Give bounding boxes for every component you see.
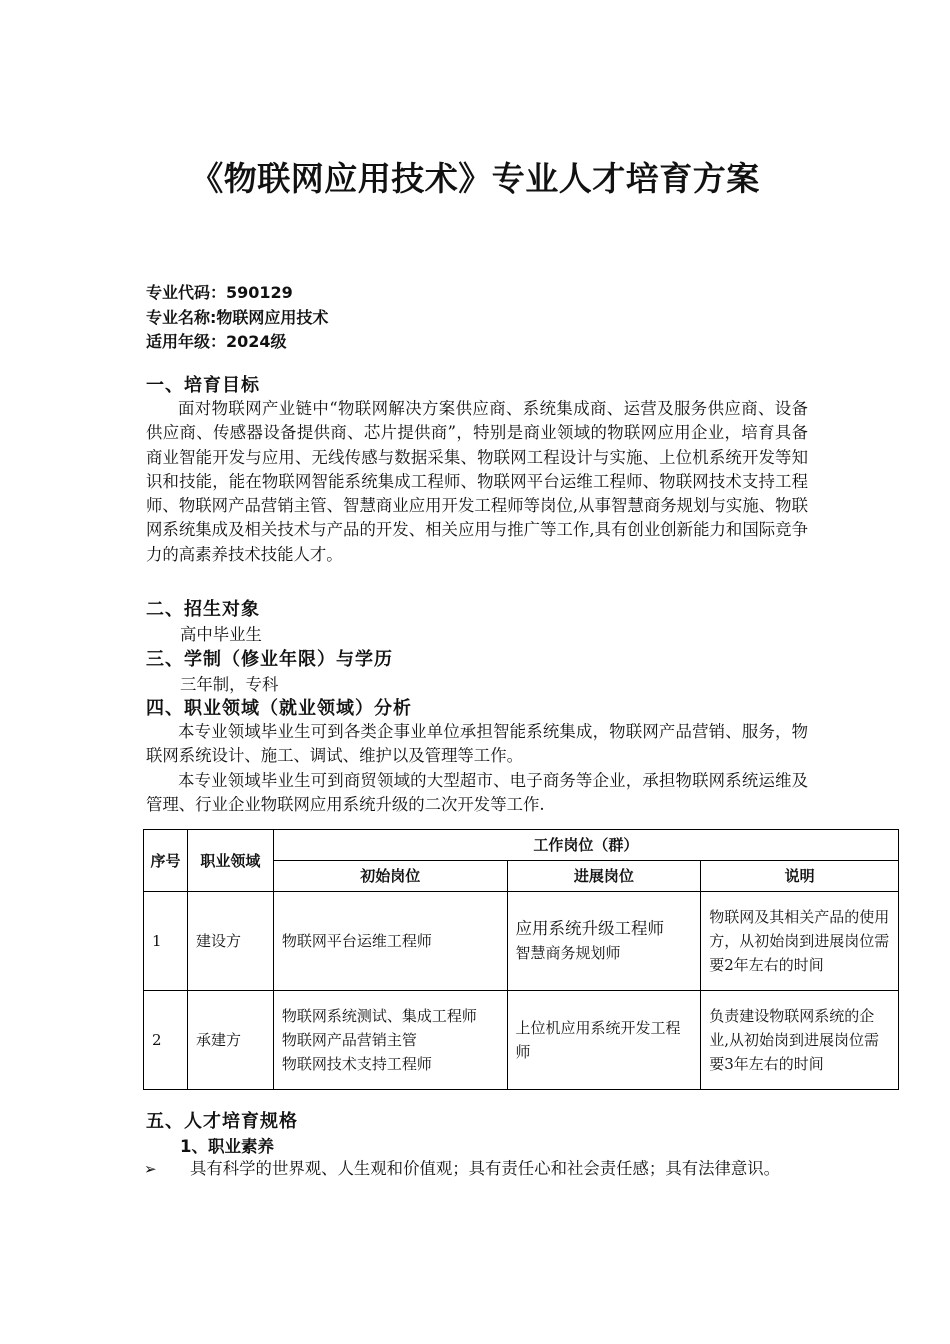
section-heading-schooling: 三、学制（修业年限）与学历 — [146, 649, 393, 670]
row-note: 负责建设物联网系统的企业,从初始岗到进展岗位需要3年左右的时间 — [701, 991, 899, 1090]
bullet-item: 具有科学的世界观、人生观和价值观；具有责任心和社会责任感；具有法律意识。 — [190, 1159, 781, 1178]
header-advanced-post: 进展岗位 — [507, 861, 701, 892]
header-seq: 序号 — [144, 830, 188, 892]
header-field: 职业领域 — [187, 830, 273, 892]
section-body-career-2: 本专业领域毕业生可到商贸领域的大型超市、电子商务等企业，承担物联网系统运维及管理、行业企业物联网应用系统升级的二次开发等工作. — [146, 771, 808, 815]
major-name: 专业名称:物联网应用技术 — [146, 308, 329, 327]
career-table — [143, 829, 899, 1090]
section-heading-spec: 五、人才培育规格 — [146, 1111, 298, 1132]
section-body-goal: 面对物联网产业链中“物联网解决方案供应商、系统集成商、运营及服务供应商、设备供应商、传感器设备提供商、芯片提供商”，特别是商业领域的物联网应用企业，培育具备商业智能开发与应用、无线传感与数据采集、物联网工程设计与实施、上位机系统开发等知识和技能，能在物联网智能系统集成工程师、物联网平台运维工程师、物联网技术支持工程师、物联网产品营销主管、智慧商业应用开发工程师等岗位,从事智慧商务规划与实施、物联网系统集成及相关技术与产品的开发、相关应用与推广等工作,具有创业创新能力和国际竞争力的高素养技术技能人才。 — [146, 399, 808, 564]
section-heading-career: 四、职业领域（就业领域）分析 — [146, 698, 412, 719]
subsection-heading-quality: 1、职业素养 — [180, 1137, 274, 1156]
initial-post-line: 物联网产品营销主管 — [281, 1031, 417, 1049]
table-row — [144, 991, 899, 1090]
section-body-enrollment: 高中毕业生 — [180, 625, 262, 644]
row-initial-post — [273, 991, 507, 1090]
initial-post-line: 物联网系统测试、集成工程师 — [281, 1007, 477, 1025]
row-field: 建设方 — [187, 892, 273, 991]
row-seq: 1 — [144, 892, 188, 991]
advanced-post-line: 应用系统升级工程师 — [515, 919, 665, 938]
table-row — [144, 892, 899, 991]
row-note: 物联网及其相关产品的使用方，从初始岗到进展岗位需要2年左右的时间 — [701, 892, 899, 991]
row-advanced-post — [507, 892, 701, 991]
row-field: 承建方 — [187, 991, 273, 1090]
initial-post-line: 物联网技术支持工程师 — [281, 1055, 432, 1073]
advanced-post-line: 智慧商务规划师 — [515, 944, 621, 962]
major-code: 专业代码：590129 — [146, 283, 293, 302]
section-heading-goal: 一、培育目标 — [146, 375, 260, 396]
section-body-career-1: 本专业领域毕业生可到各类企事业单位承担智能系统集成，物联网产品营销、服务，物联网系统设计、施工、调试、维护以及管理等工作。 — [146, 722, 808, 766]
section-body-schooling: 三年制，专科 — [180, 675, 279, 694]
header-job-group: 工作岗位（群） — [273, 830, 898, 861]
row-initial-post: 物联网平台运维工程师 — [273, 892, 507, 991]
page-title: 《物联网应用技术》专业人才培育方案 — [190, 159, 760, 198]
header-initial-post: 初始岗位 — [273, 861, 507, 892]
header-note: 说明 — [701, 861, 899, 892]
row-advanced-post: 上位机应用系统开发工程师 — [507, 991, 701, 1090]
arrow-bullet-icon: ➢ — [144, 1160, 157, 1178]
row-seq: 2 — [144, 991, 188, 1090]
applicable-grade: 适用年级：2024级 — [146, 332, 287, 351]
section-heading-enrollment: 二、招生对象 — [146, 599, 260, 620]
